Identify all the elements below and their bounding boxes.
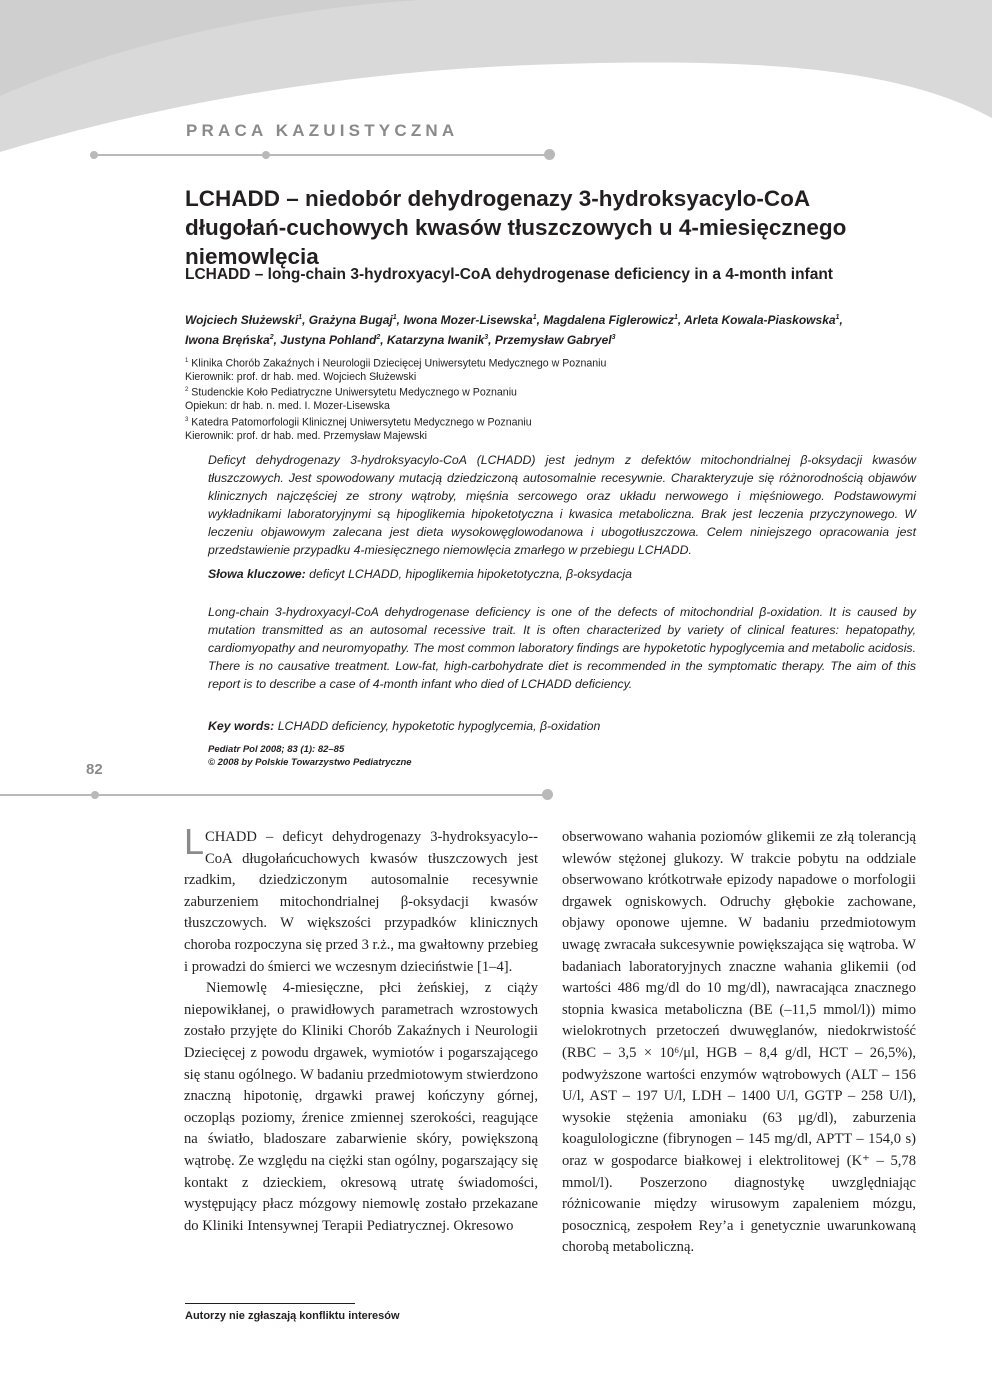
article-title-pl: LCHADD – niedobór dehydrogenazy 3-hydroksyacylo-CoA długołań-cuchowych kwasów tłuszczowych u 4-miesięcznego niemowlęcia — [185, 186, 847, 269]
affiliation-line: Kierownik: prof. dr hab. med. Wojciech Służewski — [185, 370, 417, 383]
body-column-left — [184, 821, 538, 1237]
author: Arleta Kowala-Piaskowska — [684, 313, 836, 327]
author: Grażyna Bugaj — [308, 313, 393, 327]
header-swoosh — [0, 0, 992, 160]
keywords-en: Key words: LCHADD deficiency, hypoketotic hypoglycemia, β-oxidation — [208, 719, 601, 733]
citation: Pediatr Pol 2008; 83 (1): 82–85 © 2008 by Polskie Towarzystwo Pediatryczne — [208, 744, 412, 768]
author: Wojciech Służewski — [185, 313, 299, 327]
rule-dot — [542, 789, 553, 800]
author: Iwona Mozer-Lisewska — [403, 313, 533, 327]
keywords-pl: Słowa kluczowe: deficyt LCHADD, hipoglikemia hipoketotyczna, β-oksydacja — [208, 567, 632, 581]
author-list: Wojciech Służewski$^1$, Grażyna Bugaj$^1$, Iwona Mozer-Lisewska$^1$, Magdalena Figlerowicz$^1$, Arleta Kowala-Piaskowska$^1$, Iwona Bręńska$^2$, Justyna Pohland$^2$, Katarzyna Iwanik$^3$, Przemysław Gabryel$^3$ — [185, 313, 843, 347]
author: Przemysław Gabryel — [494, 333, 612, 347]
author: Magdalena Figlerowicz — [543, 313, 674, 327]
paragraph: Niemowlę 4-miesięczne, płci żeńskiej, z ciąży niepowikłanej, o prawidłowych parametrach wzrostowych zostało przyjęte do Kliniki Chorób Zakaźnych i Neurologii Dziecięcej z powodu drgawek, wymiotów i pogarszającego się stanu ogólnego. W badaniu przedmiotowym stwierdzono znaczną hipotonię, drgawki prawej kończyny górnej, oczopląs poziomy, źrenice zmiennej szerokości, reagujące na światło, bladoszare zabarwienie skóry, powiększoną wątrobę. Ze względu na ciężki stan ogólny, pogarszający się kontakt z dzieckiem, okresową utratę świadomości, występujący płacz mózgowy niemowlę zostało przekazane do Kliniki Intensywnej Terapii Pediatrycznej. Okresowo — [184, 980, 538, 1234]
header-rule — [94, 154, 550, 156]
rule-dot — [262, 151, 270, 159]
body-column-right — [562, 827, 916, 1259]
page-number: 82 — [86, 761, 103, 778]
rule-dot — [544, 149, 555, 160]
drop-cap: L — [184, 821, 205, 862]
affiliation-line: $^2$ Studenckie Koło Pediatryczne Uniwersytetu Medycznego w Poznaniu — [185, 386, 517, 399]
affiliation-line: Opiekun: dr hab. n. med. I. Mozer-Lisewska — [185, 400, 390, 413]
author: Justyna Pohland — [280, 333, 377, 347]
affiliations — [185, 355, 915, 443]
rule-dot — [91, 791, 99, 799]
affiliation-line: $^1$ Klinika Chorób Zakaźnych i Neurologii Dziecięcej Uniwersytetu Medycznego w Poznaniu — [185, 357, 607, 370]
author: Iwona Bręńska — [185, 333, 270, 347]
article-title-en: LCHADD – long-chain 3-hydroxyacyl-CoA dehydrogenase deficiency in a 4-month infant — [185, 266, 833, 283]
abstract-en: Long-chain 3-hydroxyacyl-CoA dehydrogenase deficiency is one of the defects of mitochondrial β-oxidation. It is caused by mutation transmitted as an autosomal recessive trait. It is often characterized by variety of clinical features: hepatopathy, cardiomyopathy and neuromyopathy. The most common laboratory findings are hypoketotic hypoglycemia and metabolic acidosis. There is no causative treatment. Low-fat, high-carbohydrate diet is recommended in the symptomatic therapy. The aim of this report is to describe a case of 4-month infant who died of LCHADD deficiency. — [208, 605, 916, 691]
rule-dot — [90, 151, 98, 159]
section-label: PRACA KAZUISTYCZNA — [186, 121, 459, 140]
footnote: Autorzy nie zgłaszają konfliktu interesów — [185, 1310, 400, 1322]
abstract-rule — [0, 794, 550, 796]
author: Katarzyna Iwanik — [386, 333, 485, 347]
abstract-pl: Deficyt dehydrogenazy 3-hydroksyacylo-CoA (LCHADD) jest jednym z defektów mitochondrialnej β-oksydacji kwasów tłuszczowych. Jest spowodowany mutacją dziedziczoną autosomalnie recesywnie. Charakteryzuje się różnorodnością objawów klinicznych najczęściej ze strony wątroby, mięśnia sercowego oraz układu nerwowego i mięśniowego. Podstawowymi wykładnikami laboratoryjnymi są hipoglikemia hipoketotyczna i kwasica metaboliczna. Brak jest leczenia przyczynowego. W leczeniu objawowym zalecana jest dieta wysokowęglowodanowa i ubogotłuszczowa. Celem niniejszego opracowania jest przedstawienie przypadku 4-miesięcznego niemowlęcia zmarłego w przebiegu LCHADD. — [208, 453, 916, 557]
paragraph: obserwowano wahania poziomów glikemii ze złą tolerancją wlewów stężonej glukozy. W trakcie pobytu na oddziale obserwowano krótkotrwałe epizody napadowe o morfologii drgawek ogniskowych. Odruchy głębokie zachowane, objawy oponowe ujemne. W badaniu przedmiotowym uwagę zwracała sukcesywnie powiększająca się wątroba. W badaniach laboratoryjnych znaczne wahania glikemii (od wartości 486 mg/dl do 10 mg/dl), nawracająca znacznego stopnia kwasica metaboliczna (BE (–11,5 mmol/l)) mimo wielokrotnych przetoczeń dwuwęglanów, niedokrwistość (RBC – 3,5 × 10⁶/μl, HGB – 8,4 g/dl, HCT – 26,5%), podwyższone wartości enzymów wątrobowych (ALT – 156 U/l, AST – 197 U/l, LDH – 1400 U/l, GGTP – 258 U/l), wysokie stężenia amoniaku (63 μg/dl), zaburzenia koagulologiczne (fibrynogen – 145 mg/dl, APTT – 154,0 s) oraz w gospodarce białkowej i elektrolitowej (K⁺ – 5,78 mmol/l). Poszerzono diagnostykę uwzględniając różnicowanie między wirusowym zapaleniem mózgu, posocznicą, zespołem Rey’a i genetycznie uwarunkowaną chorobą metaboliczną. — [562, 829, 916, 1256]
affiliation-line: Kierownik: prof. dr hab. med. Przemysław Majewski — [185, 429, 427, 442]
paragraph: CHADD – deficyt dehydrogenazy 3-hydroksyacylo--CoA długołańcuchowych kwasów tłuszczowych jest rzadkim, dziedziczonym autosomalnie recesywnie zaburzeniem mitochondrialnej β-oksydacji kwasów tłuszczowych. W większości przypadków klinicznych choroba rozpoczyna się przed 3 r.ż., ma gwałtowny przebieg i prowadzi do śmierci we wczesnym dzieciństwie [1–4]. — [184, 829, 538, 975]
affiliation-line: $^3$ Katedra Patomorfologii Klinicznej Uniwersytetu Medycznego w Poznaniu — [185, 416, 532, 429]
footnote-rule — [185, 1303, 355, 1304]
